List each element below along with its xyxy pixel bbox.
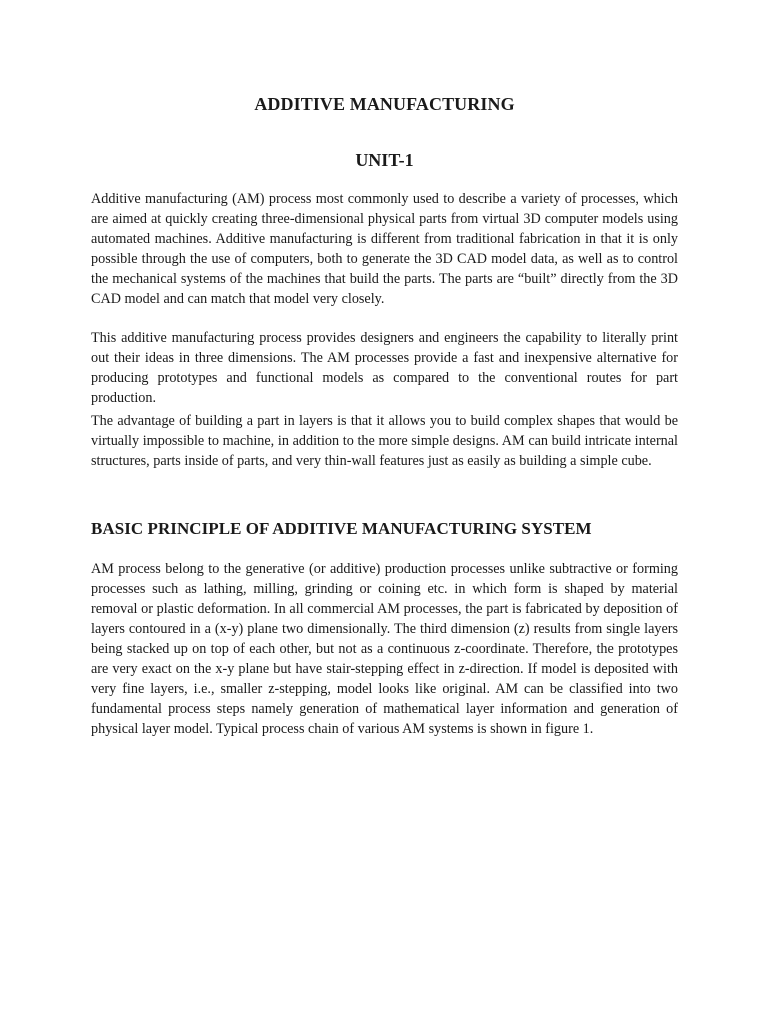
unit-heading: UNIT-1 xyxy=(355,150,414,170)
intro-paragraph-1: Additive manufacturing (AM) process most commonly used to describe a variety of processes, which are aimed at quickly creating three-dimensional physical parts from virtual 3D computer models using automated machines. Additive manufacturing is different from traditional fabrication in that it is only possible through the use of computers, both to generate the 3D CAD model data, as well as to control the mechanical systems of the machines that build the parts. The parts are “built” directly from the 3D CAD model and can match that model very closely. xyxy=(91,191,678,307)
document-title: ADDITIVE MANUFACTURING xyxy=(254,94,515,114)
section-heading: BASIC PRINCIPLE OF ADDITIVE MANUFACTURING SYSTEM xyxy=(91,519,592,538)
intro-paragraph-2: This additive manufacturing process provides designers and engineers the capability to literally print out their ideas in three dimensions. The AM processes provide a fast and inexpensive alternative for producing prototypes and functional models as compared to the conventional routes for part production. xyxy=(91,330,678,406)
intro-paragraph-3: The advantage of building a part in layers is that it allows you to build complex shapes that would be virtually impossible to machine, in addition to the more simple designs. AM can build intricate internal structures, parts inside of parts, and very thin-wall features just as easily as building a simple cube. xyxy=(91,413,678,469)
section-paragraph: AM process belong to the generative (or additive) production processes unlike subtractive or forming processes such as lathing, milling, grinding or coining etc. in which form is shaped by material removal or plastic deformation. In all commercial AM processes, the part is fabricated by deposition of layers contoured in a (x-y) plane two dimensionally. The third dimension (z) results from single layers being stacked up on top of each other, but not as a continuous z-coordinate. Therefore, the prototypes are very exact on the x-y plane but have stair-stepping effect in z-direction. If model is deposited with very fine layers, i.e., smaller z-stepping, model looks like original. AM can be classified into two fundamental process steps namely generation of mathematical layer information and generation of physical layer model. Typical process chain of various AM systems is shown in figure 1. xyxy=(91,561,678,737)
